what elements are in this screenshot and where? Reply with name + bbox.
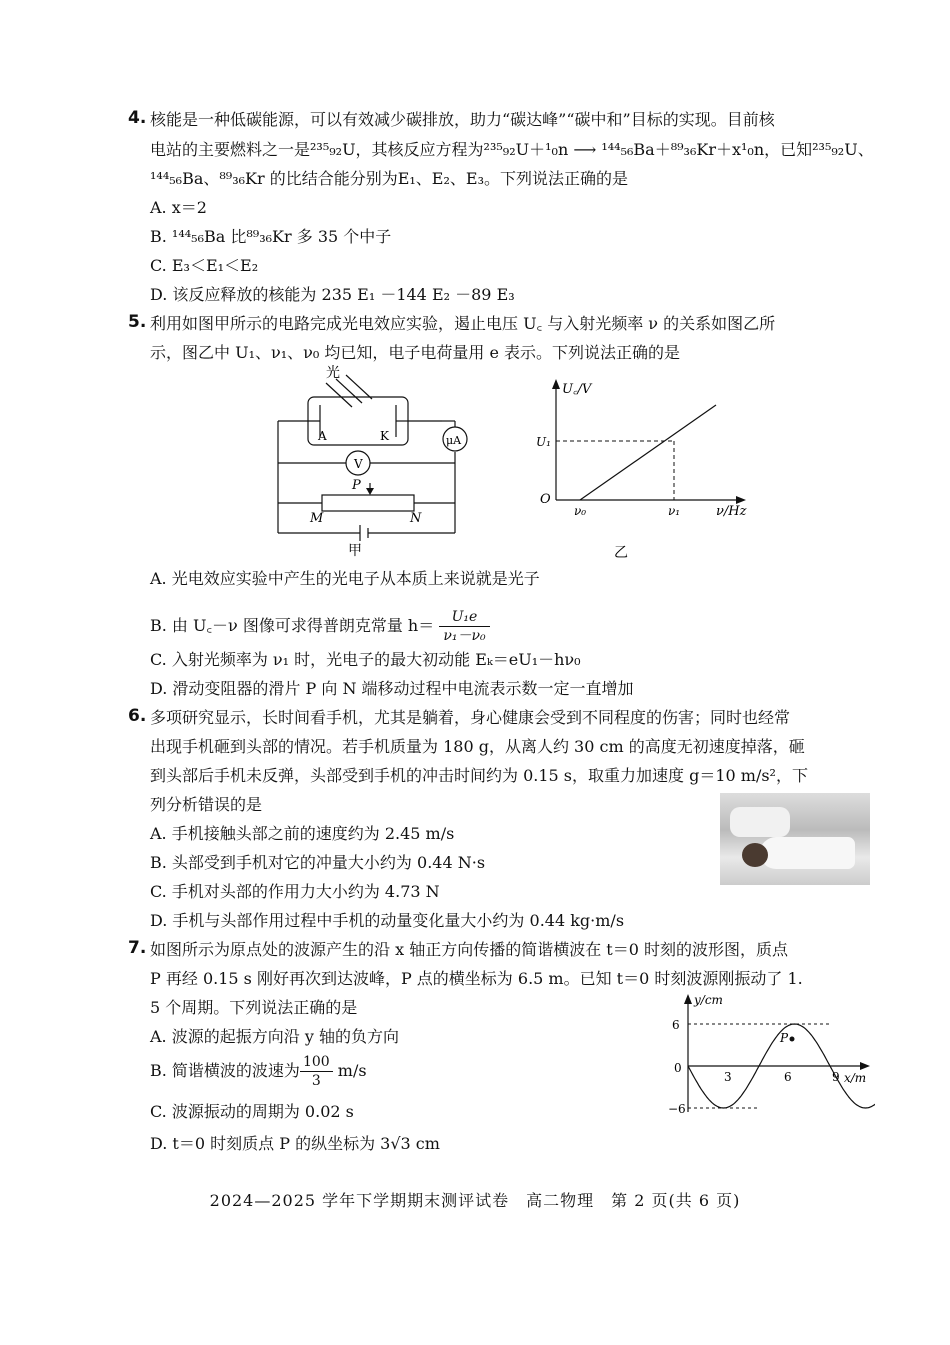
q6-option-b: B. 头部受到手机对它的冲量大小约为 0.44 N·s bbox=[150, 853, 486, 872]
question-4-number: 4. bbox=[128, 108, 147, 128]
fraction-denominator: ν₁－ν₀ bbox=[443, 628, 486, 644]
q6-line-1: 多项研究显示，长时间看手机，尤其是躺着，身心健康会受到不同程度的伤害；同时也经常 bbox=[150, 708, 791, 727]
point-p-marker bbox=[790, 1037, 795, 1042]
wave-x-label: x/m bbox=[844, 1071, 867, 1085]
q7-option-b-unit: m/s bbox=[337, 1061, 367, 1080]
q7-option-d: D. t＝0 时刻质点 P 的纵坐标为 3√3 cm bbox=[150, 1134, 440, 1153]
person bbox=[760, 837, 855, 869]
wave-y-label: y/cm bbox=[694, 993, 723, 1007]
q5-line-2: 示，图乙中 U₁、ν₁、ν₀ 均已知，电子电荷量用 e 表示。下列说法正确的是 bbox=[150, 343, 680, 362]
light-label: 光 bbox=[326, 365, 340, 381]
q7-option-a: A. 波源的起振方向沿 y 轴的负方向 bbox=[150, 1027, 399, 1046]
circuit-diagram bbox=[270, 365, 480, 560]
figure-jia-caption: 甲 bbox=[348, 543, 362, 559]
q7-line-1: 如图所示为原点处的波源产生的沿 x 轴正方向传播的简谐横波在 t＝0 时刻的波形图，质点 bbox=[150, 940, 788, 959]
q5-option-b-text: B. 由 U꜀－ν 图像可求得普朗克常量 h＝ bbox=[150, 616, 435, 635]
q6-option-d: D. 手机与头部作用过程中手机的动量变化量大小约为 0.44 kg·m/s bbox=[150, 911, 625, 930]
q5-line-1: 利用如图甲所示的电路完成光电效应实验，遏止电压 U꜀ 与入射光频率 ν 的关系如图乙所 bbox=[150, 314, 776, 333]
wave-diagram bbox=[660, 992, 875, 1122]
voltmeter-label: V bbox=[354, 457, 363, 471]
q4-option-b: B. ¹⁴⁴₅₆Ba 比⁸⁹₃₆Kr 多 35 个中子 bbox=[150, 227, 392, 246]
q4-option-d: D. 该反应释放的核能为 235 E₁ －144 E₂ －89 E₃ bbox=[150, 285, 515, 304]
rheostat bbox=[322, 495, 414, 511]
question-6-number: 6. bbox=[128, 706, 147, 726]
q4-line-2: 电站的主要燃料之一是²³⁵₉₂U，其核反应方程为²³⁵₉₂U＋¹₀n ⟶ ¹⁴⁴₅₆Ba＋⁸⁹₃₆Kr＋x¹₀n，已知²³⁵₉₂U、 bbox=[150, 140, 874, 159]
q6-line-3: 到头部后手机未反弹，头部受到手机的冲击时间约为 0.15 s，取重力加速度 g＝10 m/s²，下 bbox=[150, 766, 808, 785]
fraction-numerator: U₁e bbox=[439, 608, 489, 627]
figure-yi-caption: 乙 bbox=[614, 545, 628, 560]
pillow bbox=[730, 807, 790, 837]
graph-v0-label: ν₀ bbox=[574, 504, 587, 518]
q6-option-c: C. 手机对头部的作用力大小约为 4.73 N bbox=[150, 882, 440, 901]
wave-point-p-label: P bbox=[780, 1031, 789, 1045]
q4-line-3: ¹⁴⁴₅₆Ba、⁸⁹₃₆Kr 的比结合能分别为E₁、E₂、E₃。下列说法正确的是 bbox=[150, 169, 628, 188]
fraction-numerator: 100 bbox=[300, 1053, 333, 1072]
q4-line-1: 核能是一种低碳能源，可以有效减少碳排放，助力“碳达峰”“碳中和”目标的实现。目前核 bbox=[150, 110, 775, 129]
q4-option-c: C. E₃＜E₁＜E₂ bbox=[150, 256, 259, 275]
graph-x-label: ν/Hz bbox=[716, 504, 747, 519]
wave-y-zero: 0 bbox=[674, 1061, 682, 1075]
wave-y-pos: 6 bbox=[672, 1018, 680, 1032]
wave-x-6: 6 bbox=[784, 1070, 792, 1084]
graph-u1-label: U₁ bbox=[536, 435, 551, 449]
graph-origin: O bbox=[540, 492, 551, 507]
wave-x-3: 3 bbox=[724, 1070, 732, 1084]
end-m-label: M bbox=[310, 511, 324, 526]
head bbox=[742, 843, 768, 867]
wave-y-neg: −6 bbox=[668, 1102, 686, 1116]
q5-option-b bbox=[150, 608, 490, 645]
q7-line-2: P 再经 0.15 s 刚好再次到达波峰，P 点的横坐标为 6.5 m。已知 t＝0 时刻波源刚振动了 1. bbox=[150, 969, 803, 988]
q5-option-a: A. 光电效应实验中产生的光电子从本质上来说就是光子 bbox=[150, 569, 540, 588]
q6-line-2: 出现手机砸到头部的情况。若手机质量为 180 g，从离人约 30 cm 的高度无初速度掉落，砸 bbox=[150, 737, 805, 756]
q7-option-b bbox=[150, 1053, 367, 1090]
slider-p-label: P bbox=[352, 478, 361, 493]
q5-option-b-fraction bbox=[439, 608, 489, 645]
page-footer: 2024—2025 学年下学期期末测评试卷 高二物理 第 2 页(共 6 页) bbox=[209, 1191, 741, 1210]
graph-v1-label: ν₁ bbox=[668, 504, 681, 518]
wave-x-9: 9 bbox=[832, 1070, 840, 1084]
q6-option-a: A. 手机接触头部之前的速度约为 2.45 m/s bbox=[150, 824, 455, 843]
question-5-number: 5. bbox=[128, 312, 147, 332]
fraction-denominator: 3 bbox=[311, 1073, 321, 1089]
q5-option-c: C. 入射光频率为 ν₁ 时，光电子的最大初动能 Eₖ＝eU₁－hν₀ bbox=[150, 650, 581, 669]
q7-option-b-fraction bbox=[300, 1053, 333, 1090]
q7-line-3: 5 个周期。下列说法正确的是 bbox=[150, 998, 358, 1017]
uc-v-line bbox=[580, 405, 716, 500]
question-7-number: 7. bbox=[128, 938, 147, 958]
phone-in-bed-photo bbox=[720, 793, 870, 885]
q4-option-a: A. x＝2 bbox=[150, 198, 207, 217]
electrode-k-label: K bbox=[380, 429, 389, 443]
electrode-a-label: A bbox=[318, 429, 327, 443]
end-n-label: N bbox=[410, 511, 422, 526]
q7-option-c: C. 波源振动的周期为 0.02 s bbox=[150, 1102, 354, 1121]
stopping-voltage-graph bbox=[530, 375, 760, 560]
q7-option-b-text: B. 简谐横波的波速为 bbox=[150, 1061, 300, 1080]
q5-option-d: D. 滑动变阻器的滑片 P 向 N 端移动过程中电流表示数一定一直增加 bbox=[150, 679, 634, 698]
microammeter-label: μA bbox=[446, 434, 462, 447]
q6-line-4: 列分析错误的是 bbox=[150, 795, 263, 814]
graph-y-label: U꜀/V bbox=[562, 382, 592, 397]
